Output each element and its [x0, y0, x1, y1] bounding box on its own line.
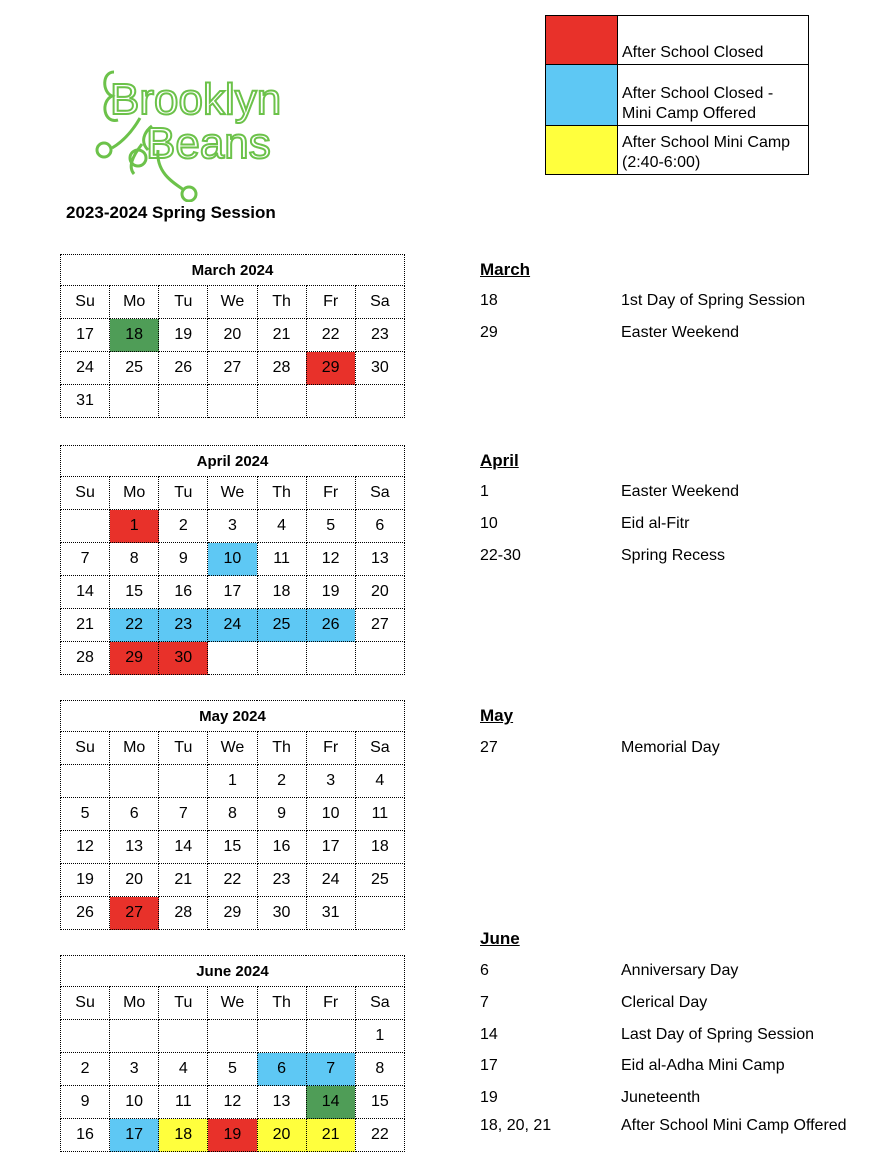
weekday-header: Sa: [355, 987, 404, 1020]
legend-swatch-yellow: [546, 126, 618, 174]
calendar-day: 3: [110, 1053, 159, 1086]
legend-row-mini-camp-offered: [546, 64, 808, 125]
calendar-week: [61, 831, 405, 864]
calendar-day: 5: [208, 1053, 257, 1086]
calendar-day: 11: [355, 798, 404, 831]
brooklyn-beans-logo: [92, 62, 342, 202]
calendar-day: 2: [159, 510, 208, 543]
events-heading-april: April: [480, 451, 519, 470]
weekday-header: Tu: [159, 732, 208, 765]
calendar-week: [61, 319, 405, 352]
calendar-day: 16: [159, 576, 208, 609]
weekday-header: Mo: [110, 987, 159, 1020]
calendar-week: [61, 642, 405, 675]
calendar-day: 7: [159, 798, 208, 831]
calendar-day: 22: [110, 609, 159, 642]
calendar-may: [60, 700, 405, 930]
calendar-day: 14: [306, 1086, 355, 1119]
events-heading-march: March: [480, 260, 531, 279]
calendar-day: 9: [159, 543, 208, 576]
legend-label: After School Mini Camp (2:40-6:00): [622, 134, 791, 171]
calendar-empty-cell: [61, 510, 110, 543]
calendar-day: 24: [208, 609, 257, 642]
event-item: 10 Eid al-Fitr: [480, 515, 690, 532]
calendar-day: 13: [257, 1086, 306, 1119]
calendar-week: [61, 864, 405, 897]
calendar-day: 13: [355, 543, 404, 576]
weekday-header: Sa: [355, 477, 404, 510]
weekday-header: Su: [61, 732, 110, 765]
calendar-week: [61, 897, 405, 930]
legend-swatch-blue: [546, 65, 618, 125]
event-item: 18, 20, 21 After School Mini Camp Offered: [480, 1117, 847, 1134]
calendar-day: 3: [208, 510, 257, 543]
calendar-week: [61, 609, 405, 642]
calendar-empty-cell: [306, 385, 355, 418]
calendar-day: 12: [306, 543, 355, 576]
calendar-day: 17: [208, 576, 257, 609]
events-heading-june: June: [480, 929, 520, 948]
calendar-day: 23: [257, 864, 306, 897]
calendar-day: 25: [355, 864, 404, 897]
weekday-header: Mo: [110, 732, 159, 765]
calendar-day: 24: [61, 352, 110, 385]
calendar-empty-cell: [110, 765, 159, 798]
calendar-empty-cell: [110, 1020, 159, 1053]
calendar-day: 8: [208, 798, 257, 831]
calendar-day: 9: [61, 1086, 110, 1119]
calendar-empty-cell: [159, 385, 208, 418]
calendar-day: 4: [159, 1053, 208, 1086]
calendar-day: 22: [306, 319, 355, 352]
calendar-empty-cell: [208, 1020, 257, 1053]
calendar-day: 27: [355, 609, 404, 642]
legend-row-mini-camp: [546, 125, 808, 174]
calendar-day: 31: [306, 897, 355, 930]
calendar-day: 21: [306, 1119, 355, 1152]
calendar-day: 27: [208, 352, 257, 385]
calendar-day: 10: [208, 543, 257, 576]
calendar-day: 24: [306, 864, 355, 897]
calendar-day: 20: [257, 1119, 306, 1152]
calendar-week: [61, 385, 405, 418]
event-item: 17 Eid al-Adha Mini Camp: [480, 1057, 785, 1074]
calendar-day: 30: [257, 897, 306, 930]
calendar-day: 18: [355, 831, 404, 864]
calendar-day: 29: [306, 352, 355, 385]
event-item: 1 Easter Weekend: [480, 483, 739, 500]
weekday-header: Fr: [306, 987, 355, 1020]
event-item: 14 Last Day of Spring Session: [480, 1026, 814, 1043]
calendar-empty-cell: [159, 765, 208, 798]
calendar-day: 4: [355, 765, 404, 798]
calendar-june: [60, 955, 405, 1152]
legend-label: After School Closed: [622, 44, 764, 61]
calendar-day: 28: [159, 897, 208, 930]
event-item: 7 Clerical Day: [480, 994, 708, 1011]
legend-label: After School Closed - Mini Camp Offered: [622, 85, 774, 122]
calendar-title: April 2024: [61, 446, 405, 477]
calendar-day: 2: [61, 1053, 110, 1086]
calendar-day: 21: [61, 609, 110, 642]
weekday-header: Tu: [159, 987, 208, 1020]
legend-row-closed: [546, 16, 808, 64]
weekday-header: We: [208, 286, 257, 319]
calendar-march: [60, 254, 405, 418]
calendar-day: 3: [306, 765, 355, 798]
calendar-day: 7: [306, 1053, 355, 1086]
calendar-day: 6: [110, 798, 159, 831]
calendar-empty-cell: [61, 1020, 110, 1053]
weekday-header: Mo: [110, 286, 159, 319]
calendar-day: 19: [306, 576, 355, 609]
calendar-day: 4: [257, 510, 306, 543]
calendar-day: 26: [61, 897, 110, 930]
calendar-day: 29: [110, 642, 159, 675]
calendar-day: 28: [257, 352, 306, 385]
calendar-day: 19: [208, 1119, 257, 1152]
calendar-day: 15: [208, 831, 257, 864]
event-item: 27 Memorial Day: [480, 739, 720, 756]
calendar-day: 27: [110, 897, 159, 930]
calendar-week: [61, 1020, 405, 1053]
calendar-day: 18: [110, 319, 159, 352]
calendar-empty-cell: [306, 642, 355, 675]
weekday-header: Th: [257, 477, 306, 510]
calendar-day: 9: [257, 798, 306, 831]
event-item: 6 Anniversary Day: [480, 962, 739, 979]
calendar-week: [61, 576, 405, 609]
calendar-day: 5: [61, 798, 110, 831]
calendar-week: [61, 1053, 405, 1086]
calendar-empty-cell: [208, 642, 257, 675]
calendar-empty-cell: [355, 642, 404, 675]
calendar-week: [61, 543, 405, 576]
calendar-day: 22: [208, 864, 257, 897]
calendar-day: 20: [208, 319, 257, 352]
calendar-empty-cell: [355, 385, 404, 418]
calendar-day: 15: [355, 1086, 404, 1119]
weekday-header: Mo: [110, 477, 159, 510]
calendar-day: 12: [208, 1086, 257, 1119]
calendar-title: May 2024: [61, 701, 405, 732]
calendar-day: 19: [61, 864, 110, 897]
calendar-day: 30: [159, 642, 208, 675]
calendar-day: 1: [110, 510, 159, 543]
weekday-header: Tu: [159, 286, 208, 319]
event-item: 18 1st Day of Spring Session: [480, 292, 806, 309]
color-legend: [545, 15, 809, 175]
calendar-week: [61, 1119, 405, 1152]
calendar-day: 17: [306, 831, 355, 864]
calendar-day: 18: [257, 576, 306, 609]
weekday-header: Fr: [306, 286, 355, 319]
calendar-day: 10: [110, 1086, 159, 1119]
events-heading-may: May: [480, 706, 514, 725]
svg-text:Brooklyn: Brooklyn: [110, 75, 282, 124]
weekday-header: We: [208, 477, 257, 510]
calendar-day: 2: [257, 765, 306, 798]
calendar-day: 10: [306, 798, 355, 831]
weekday-header: Tu: [159, 477, 208, 510]
weekday-header: We: [208, 987, 257, 1020]
calendar-day: 1: [355, 1020, 404, 1053]
calendar-day: 16: [61, 1119, 110, 1152]
calendar-title: March 2024: [61, 255, 405, 286]
calendar-day: 20: [355, 576, 404, 609]
calendar-week: [61, 1086, 405, 1119]
calendar-day: 11: [257, 543, 306, 576]
calendar-day: 25: [110, 352, 159, 385]
calendar-day: 28: [61, 642, 110, 675]
calendar-empty-cell: [257, 642, 306, 675]
calendar-week: [61, 510, 405, 543]
calendar-empty-cell: [159, 1020, 208, 1053]
calendar-day: 14: [159, 831, 208, 864]
weekday-header: Fr: [306, 477, 355, 510]
weekday-header: Th: [257, 732, 306, 765]
calendar-day: 23: [355, 319, 404, 352]
weekday-header: Sa: [355, 732, 404, 765]
calendar-empty-cell: [306, 1020, 355, 1053]
calendar-empty-cell: [61, 765, 110, 798]
weekday-header: Th: [257, 987, 306, 1020]
calendar-day: 29: [208, 897, 257, 930]
calendar-day: 17: [110, 1119, 159, 1152]
calendar-day: 16: [257, 831, 306, 864]
weekday-header: Su: [61, 286, 110, 319]
calendar-empty-cell: [355, 897, 404, 930]
calendar-day: 17: [61, 319, 110, 352]
calendar-empty-cell: [208, 385, 257, 418]
calendar-day: 23: [159, 609, 208, 642]
calendar-day: 1: [208, 765, 257, 798]
calendar-day: 7: [61, 543, 110, 576]
calendar-day: 18: [159, 1119, 208, 1152]
weekday-header: Fr: [306, 732, 355, 765]
calendar-title: June 2024: [61, 956, 405, 987]
calendar-week: [61, 765, 405, 798]
calendar-april: [60, 445, 405, 675]
calendar-day: 5: [306, 510, 355, 543]
calendar-day: 13: [110, 831, 159, 864]
calendar-empty-cell: [257, 1020, 306, 1053]
calendar-day: 26: [159, 352, 208, 385]
calendar-day: 30: [355, 352, 404, 385]
session-title: 2023-2024 Spring Session: [66, 203, 276, 222]
calendar-day: 21: [257, 319, 306, 352]
calendar-day: 19: [159, 319, 208, 352]
event-item: 19 Juneteenth: [480, 1089, 701, 1106]
calendar-day: 8: [355, 1053, 404, 1086]
event-item: 29 Easter Weekend: [480, 324, 739, 341]
calendar-empty-cell: [110, 385, 159, 418]
calendar-day: 15: [110, 576, 159, 609]
event-item: 22-30 Spring Recess: [480, 547, 726, 564]
calendar-day: 14: [61, 576, 110, 609]
calendar-day: 22: [355, 1119, 404, 1152]
calendar-day: 8: [110, 543, 159, 576]
weekday-header: Su: [61, 987, 110, 1020]
svg-text:Beans: Beans: [146, 119, 271, 168]
calendar-day: 31: [61, 385, 110, 418]
weekday-header: Su: [61, 477, 110, 510]
calendar-day: 12: [61, 831, 110, 864]
legend-swatch-red: [546, 16, 618, 64]
calendar-day: 25: [257, 609, 306, 642]
calendar-week: [61, 798, 405, 831]
weekday-header: We: [208, 732, 257, 765]
calendar-day: 26: [306, 609, 355, 642]
calendar-day: 21: [159, 864, 208, 897]
calendar-week: [61, 352, 405, 385]
calendar-day: 11: [159, 1086, 208, 1119]
calendar-day: 20: [110, 864, 159, 897]
calendar-day: 6: [257, 1053, 306, 1086]
calendar-empty-cell: [257, 385, 306, 418]
weekday-header: Sa: [355, 286, 404, 319]
weekday-header: Th: [257, 286, 306, 319]
calendar-day: 6: [355, 510, 404, 543]
